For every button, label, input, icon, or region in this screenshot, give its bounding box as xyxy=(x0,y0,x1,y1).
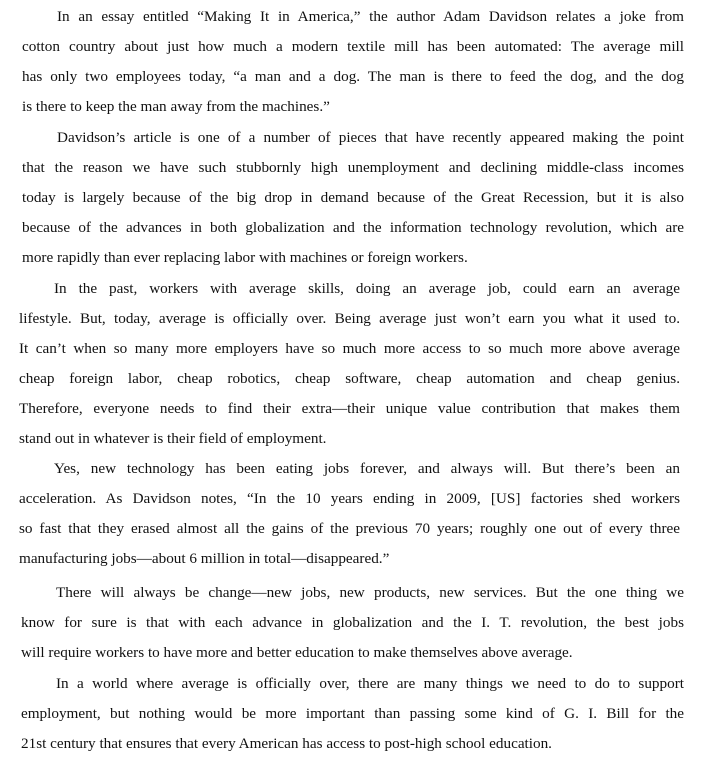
paragraph-3-line-2: lifestyle. But, today, average is officially over. Being average just won’t earn you what it used to. xyxy=(19,310,680,327)
paragraph-6-line-2: employment, but nothing would be more important than passing some kind of G. I. Bill for the xyxy=(21,705,684,722)
paragraph-2-line-1: Davidson’s article is one of a number of pieces that have recently appeared making the point xyxy=(57,129,684,146)
paragraph-2-line-2: that the reason we have such stubbornly high unemployment and declining middle-class incomes xyxy=(22,159,684,176)
paragraph-6-line-3: 21st century that ensures that every American has access to post-high school education. xyxy=(21,735,552,752)
paragraph-3-line-1: In the past, workers with average skills, doing an average job, could earn an average xyxy=(54,280,680,297)
paragraph-3-line-5: Therefore, everyone needs to find their extra—their unique value contribution that makes them xyxy=(19,400,680,417)
paragraph-6-line-1: In a world where average is officially over, there are many things we need to do to support xyxy=(56,675,684,692)
paragraph-3-line-3: It can’t when so many more employers have so much more access to so much more above average xyxy=(19,340,680,357)
paragraph-3-line-4: cheap foreign labor, cheap robotics, cheap software, cheap automation and cheap genius. xyxy=(19,370,680,387)
paragraph-5-line-2: know for sure is that with each advance in globalization and the I. T. revolution, the best jobs xyxy=(21,614,684,631)
paragraph-3-line-6: stand out in whatever is their field of employment. xyxy=(19,430,327,447)
paragraph-1-line-2: cotton country about just how much a modern textile mill has been automated: The average mill xyxy=(22,38,684,55)
paragraph-4-line-1: Yes, new technology has been eating jobs forever, and always will. But there’s been an xyxy=(54,460,680,477)
paragraph-4-line-3: so fast that they erased almost all the gains of the previous 70 years; roughly one out of every three xyxy=(19,520,680,537)
paragraph-1-line-4: is there to keep the man away from the machines.” xyxy=(22,98,330,115)
paragraph-1-line-3: has only two employees today, “a man and a dog. The man is there to feed the dog, and the dog xyxy=(22,68,684,85)
paragraph-1-line-1: In an essay entitled “Making It in America,” the author Adam Davidson relates a joke from xyxy=(57,8,684,25)
paragraph-4-line-4: manufacturing jobs—about 6 million in total—disappeared.” xyxy=(19,550,390,567)
paragraph-5-line-3: will require workers to have more and better education to make themselves above average. xyxy=(21,644,573,661)
paragraph-5-line-1: There will always be change—new jobs, new products, new services. But the one thing we xyxy=(56,584,684,601)
paragraph-2-line-4: because of the advances in both globalization and the information technology revolution, which are xyxy=(22,219,684,236)
paragraph-2-line-5: more rapidly than ever replacing labor with machines or foreign workers. xyxy=(22,249,468,266)
paragraph-4-line-2: acceleration. As Davidson notes, “In the 10 years ending in 2009, [US] factories shed workers xyxy=(19,490,680,507)
paragraph-2-line-3: today is largely because of the big drop in demand because of the Great Recession, but it is also xyxy=(22,189,684,206)
